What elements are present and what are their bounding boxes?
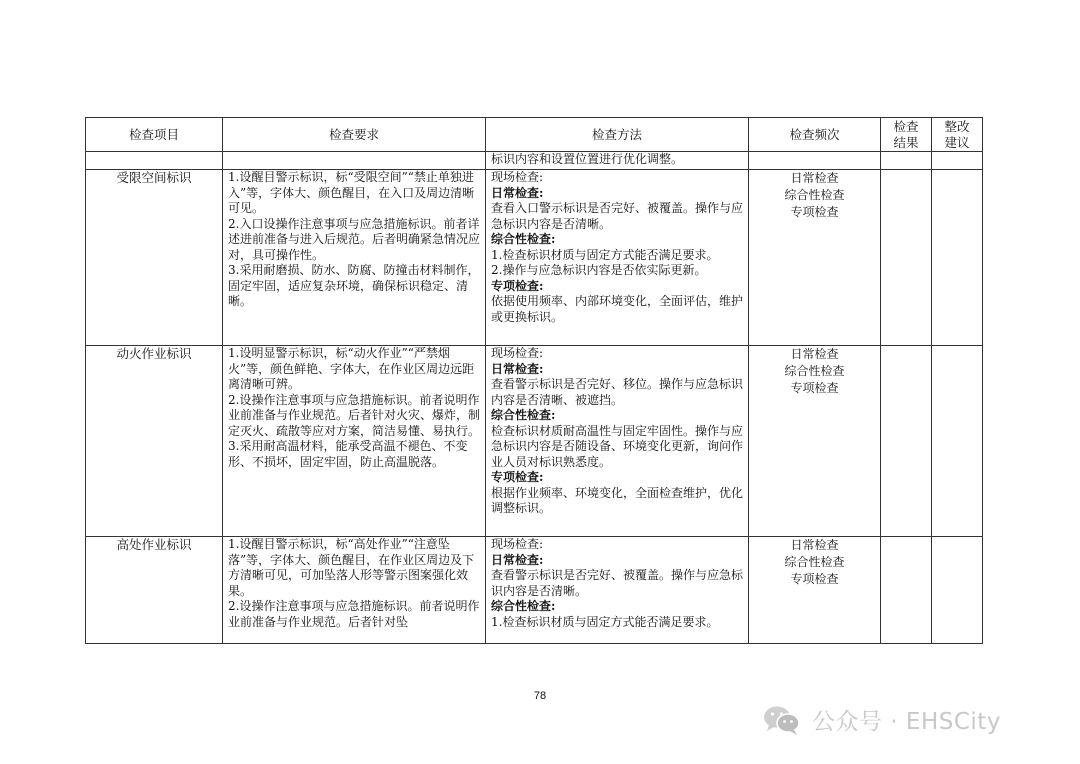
- frequency-cell: [749, 346, 881, 537]
- item-name: 受限空间标识: [86, 170, 223, 346]
- method-line: 现场检查:: [491, 170, 544, 184]
- method-cell: [486, 346, 749, 537]
- suggestion-cell: [932, 170, 983, 346]
- frequency-line: 综合性检查: [784, 188, 845, 202]
- table-row: [86, 537, 983, 644]
- method-line: 查看警示标识是否完好、移位。操作与应急标识内容是否清晰、被遮挡。: [491, 377, 744, 407]
- method-heading: 日常检查:: [491, 552, 544, 567]
- requirement-line: 1.设醒目警示标识，标“高处作业”“注意坠落”等，字体大、颜色醒目，在作业区周边及下方清晰可见，可加坠落人形等警示图案强化效果。: [228, 537, 475, 598]
- frequency-line: 专项检查: [790, 381, 839, 395]
- method-line: 2.操作与应急标识内容是否依实际更新。: [491, 263, 707, 277]
- method-heading: 日常检查:: [491, 361, 544, 376]
- continuation-row: [86, 152, 983, 170]
- continuation-freq-cell: [749, 152, 881, 170]
- frequency-line: 日常检查: [790, 347, 839, 361]
- method-heading: 综合性检查:: [491, 232, 556, 246]
- requirement-line: 2.设操作注意事项与应急措施标识。前者说明作业前准备与作业规范。后者针对坠: [228, 599, 480, 629]
- frequency-line: 综合性检查: [784, 555, 845, 569]
- requirement-line: 1.设明显警示标识，标“动火作业”“严禁烟火”等，颜色鲜艳、字体大，在作业区周边远距离清晰可辨。: [228, 346, 475, 391]
- method-cell: [486, 170, 749, 346]
- table-row: [86, 346, 983, 537]
- method-line: 1.检查标识材质与固定方式能否满足要求。: [491, 614, 719, 629]
- method-line: 现场检查:: [491, 537, 544, 551]
- requirements-cell: [223, 537, 486, 644]
- frequency-cell: [749, 537, 881, 644]
- frequency-cell: [749, 170, 881, 346]
- continuation-method-cell: 标识内容和设置位置进行优化调整。: [486, 152, 749, 170]
- result-cell: [881, 537, 932, 644]
- header-item: 检查项目: [86, 118, 223, 152]
- method-heading: 专项检查:: [491, 470, 544, 484]
- continuation-result-cell: [881, 152, 932, 170]
- item-name: 动火作业标识: [86, 346, 223, 537]
- continuation-suggestion-cell: [932, 152, 983, 170]
- result-cell: [881, 170, 932, 346]
- watermark: [762, 703, 1001, 736]
- method-cell: [486, 537, 749, 644]
- continuation-req-cell: [223, 152, 486, 170]
- page-number: 78: [533, 690, 547, 702]
- suggestion-cell: [932, 346, 983, 537]
- method-heading: 综合性检查:: [491, 408, 556, 422]
- requirement-line: 2.入口设操作注意事项与应急措施标识。前者详述进前准备与进入后规范。后者明确紧急情况应对，具可操作性。: [228, 216, 481, 262]
- header-frequency: 检查频次: [749, 118, 881, 152]
- header-row: [86, 118, 983, 152]
- method-line: 根据作业频率、环境变化，全面检查维护，优化调整标识。: [491, 485, 744, 515]
- wechat-icon: [762, 704, 802, 736]
- method-heading: 专项检查:: [491, 278, 544, 293]
- method-line: 查看入口警示标识是否完好、被覆盖。操作与应急标识内容是否清晰。: [491, 201, 744, 231]
- method-line: 现场检查:: [491, 346, 544, 360]
- continuation-item-cell: [86, 152, 223, 170]
- table-row: [86, 170, 983, 346]
- suggestion-cell: [932, 537, 983, 644]
- frequency-line: 日常检查: [790, 538, 839, 552]
- frequency-line: 日常检查: [790, 171, 839, 185]
- method-line: 检查标识材质耐高温性与固定牢固性。操作与应急标识内容是否随设备、环境变化更新，询问作业人员对标识熟悉度。: [491, 423, 744, 469]
- method-line: 依据使用频率、内部环境变化，全面评估，维护或更换标识。: [491, 294, 744, 324]
- requirement-line: 1.设醒目警示标识，标“受限空间”“禁止单独进入”等，字体大、颜色醒目，在入口及周边清晰可见。: [228, 170, 475, 215]
- frequency-line: 专项检查: [790, 572, 839, 586]
- header-requirements: 检查要求: [223, 118, 486, 152]
- requirement-line: 2.设操作注意事项与应急措施标识。前者说明作业前准备与作业规范。后者针对火灾、爆炸，制定灭火、疏散等应对方案，简洁易懂、易执行。: [228, 392, 481, 438]
- frequency-line: 综合性检查: [784, 364, 845, 378]
- method-line: 1.检查标识材质与固定方式能否满足要求。: [491, 247, 719, 262]
- requirement-line: 3.采用耐高温材料，能承受高温不褪色、不变形、不损坏，固定牢固，防止高温脱落。: [228, 439, 468, 469]
- result-cell: [881, 346, 932, 537]
- watermark-text: 公众号 · EHSCity: [812, 709, 1001, 735]
- method-heading: 日常检查:: [491, 185, 544, 200]
- requirement-line: 3.采用耐磨损、防水、防腐、防撞击材料制作，固定牢固，适应复杂环境，确保标识稳定、清晰。: [228, 263, 480, 308]
- method-line: 查看警示标识是否完好、被覆盖。操作与应急标识内容是否清晰。: [491, 568, 744, 598]
- item-name: 高处作业标识: [86, 537, 223, 644]
- frequency-line: 专项检查: [790, 205, 839, 219]
- requirements-cell: [223, 346, 486, 537]
- method-heading: 综合性检查:: [491, 599, 556, 613]
- header-method: 检查方法: [486, 118, 749, 152]
- header-result: 检查 结果: [881, 118, 932, 152]
- requirements-cell: [223, 170, 486, 346]
- inspection-table: [85, 117, 983, 644]
- header-suggestion: 整改 建议: [932, 118, 983, 152]
